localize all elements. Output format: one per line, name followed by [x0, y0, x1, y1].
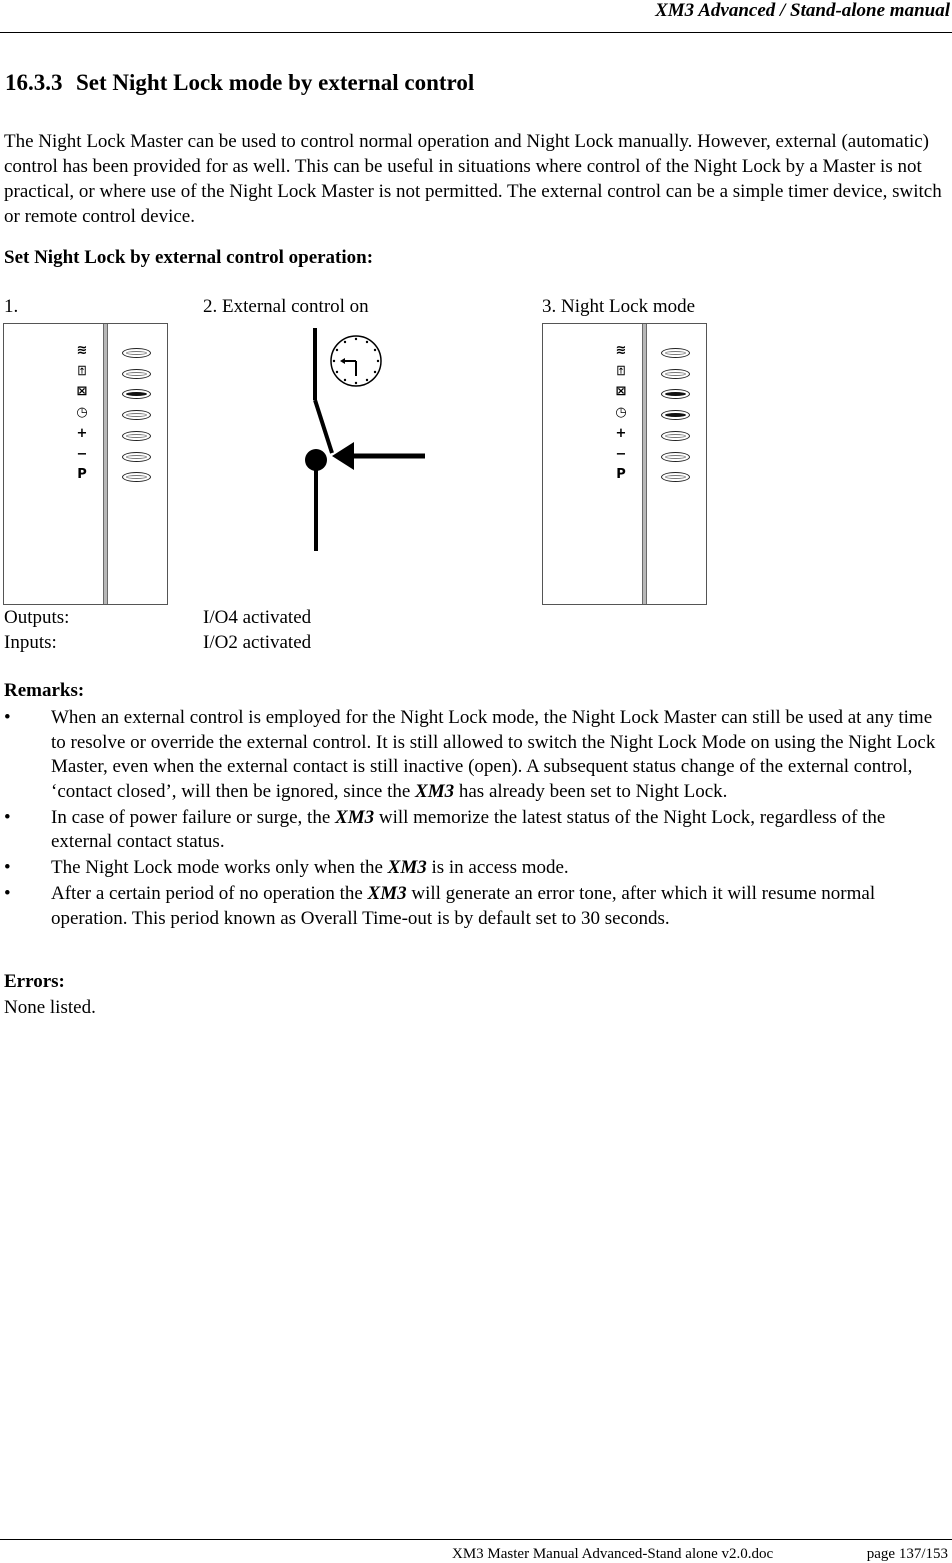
step1-label: 1.	[4, 296, 19, 317]
step3-label: 3. Night Lock mode	[542, 296, 696, 317]
intro-paragraph: The Night Lock Master can be used to control normal operation and Night Lock manually. However, external (automatic) control has been provided for as well. This can be useful in situations where control of the Night Lock by a Master is not practical, or where use of the Night Lock Master is not permitted. The external control can be a simple timer device, switch or remote control device.	[4, 131, 942, 227]
led-off	[661, 431, 690, 441]
footer-rule	[0, 1539, 952, 1540]
section-heading	[5, 70, 474, 96]
timer-clock-icon	[331, 336, 381, 386]
led-on	[122, 389, 151, 399]
header-title: XM3 Advanced / Stand-alone manual	[655, 0, 950, 21]
panel-divider	[642, 324, 647, 604]
external-control-diagram	[290, 318, 435, 558]
program-icon: P	[77, 467, 87, 483]
led-off	[661, 369, 690, 379]
wireless-icon: ≋	[615, 343, 627, 358]
led-off	[122, 452, 151, 462]
minus-icon: −	[76, 446, 88, 462]
led-on	[661, 410, 690, 420]
remarks-title: Remarks:	[4, 680, 85, 701]
remark-item: • When an external control is employed for the Night Lock mode, the Night Lock Master can still be used at any time to resolve or override the external control. It is still allowed to switch the Night Lock Mode on using the Night Lock Master, even when the external contact is still inactive (open). A subsequent status change of the external control, ‘contact closed’, will then be ignored, since the XM3 has already been set to Night Lock.	[4, 707, 936, 802]
product-name: XM3	[415, 780, 455, 802]
reader-panel-normal	[3, 323, 168, 605]
bullet-icon: •	[4, 707, 11, 728]
step2-label: 2. External control on	[203, 296, 369, 317]
outputs-label: Outputs:	[4, 607, 70, 628]
led-on	[661, 389, 690, 399]
cancel-box-icon: ⊠	[615, 384, 627, 400]
minus-icon: −	[615, 446, 627, 462]
wireless-icon: ≋	[76, 343, 88, 358]
led-off	[122, 369, 151, 379]
operation-heading: Set Night Lock by external control operation:	[4, 247, 374, 268]
product-name: XM3	[367, 883, 407, 904]
led-off	[661, 472, 690, 482]
arrow-icon	[332, 442, 425, 470]
switch-contact-arm	[315, 400, 332, 453]
led-off	[122, 431, 151, 441]
led-off	[122, 410, 151, 420]
led-off	[122, 472, 151, 482]
outputs-value: I/O4 activated	[203, 607, 312, 628]
led-off	[122, 348, 151, 358]
program-icon: P	[616, 467, 626, 483]
bullet-icon: •	[4, 883, 11, 904]
clock-icon: ◷	[615, 405, 627, 421]
remark-item: • After a certain period of no operation the XM3 will generate an error tone, after which it will resume normal operation. This period known as Overall Time-out is by default set to 30 seconds.	[4, 883, 876, 929]
section-number: 16.3.3	[5, 70, 63, 95]
header-rule	[0, 32, 952, 33]
door-icon: ⍐	[617, 363, 625, 379]
section-title: Set Night Lock mode by external control	[76, 70, 475, 95]
footer-page-number: page 137/153	[866, 1546, 948, 1562]
reader-panel-night-lock	[542, 323, 707, 605]
errors-body: None listed.	[4, 997, 96, 1018]
footer-doc-name: XM3 Master Manual Advanced-Stand alone v2.0.doc	[452, 1546, 774, 1562]
led-off	[661, 348, 690, 358]
cancel-box-icon: ⊠	[76, 384, 88, 400]
errors-title: Errors:	[4, 971, 65, 992]
inputs-value: I/O2 activated	[203, 632, 312, 653]
plus-icon: +	[76, 425, 88, 441]
led-off	[661, 452, 690, 462]
product-name: XM3	[387, 857, 427, 878]
bullet-icon: •	[4, 806, 11, 828]
product-name: XM3	[335, 806, 375, 828]
plus-icon: +	[615, 425, 627, 441]
inputs-label: Inputs:	[4, 632, 57, 653]
remark-item: • In case of power failure or surge, the XM3 will memorize the latest status of the Night Lock, regardless of the external contact status.	[4, 806, 886, 852]
switch-pivot	[305, 449, 327, 471]
remark-item: • The Night Lock mode works only when the XM3 is in access mode.	[4, 856, 949, 881]
door-icon: ⍐	[78, 363, 86, 379]
bullet-icon: •	[4, 857, 11, 878]
remarks-list	[4, 706, 949, 933]
clock-icon: ◷	[76, 405, 88, 421]
panel-divider	[103, 324, 108, 604]
